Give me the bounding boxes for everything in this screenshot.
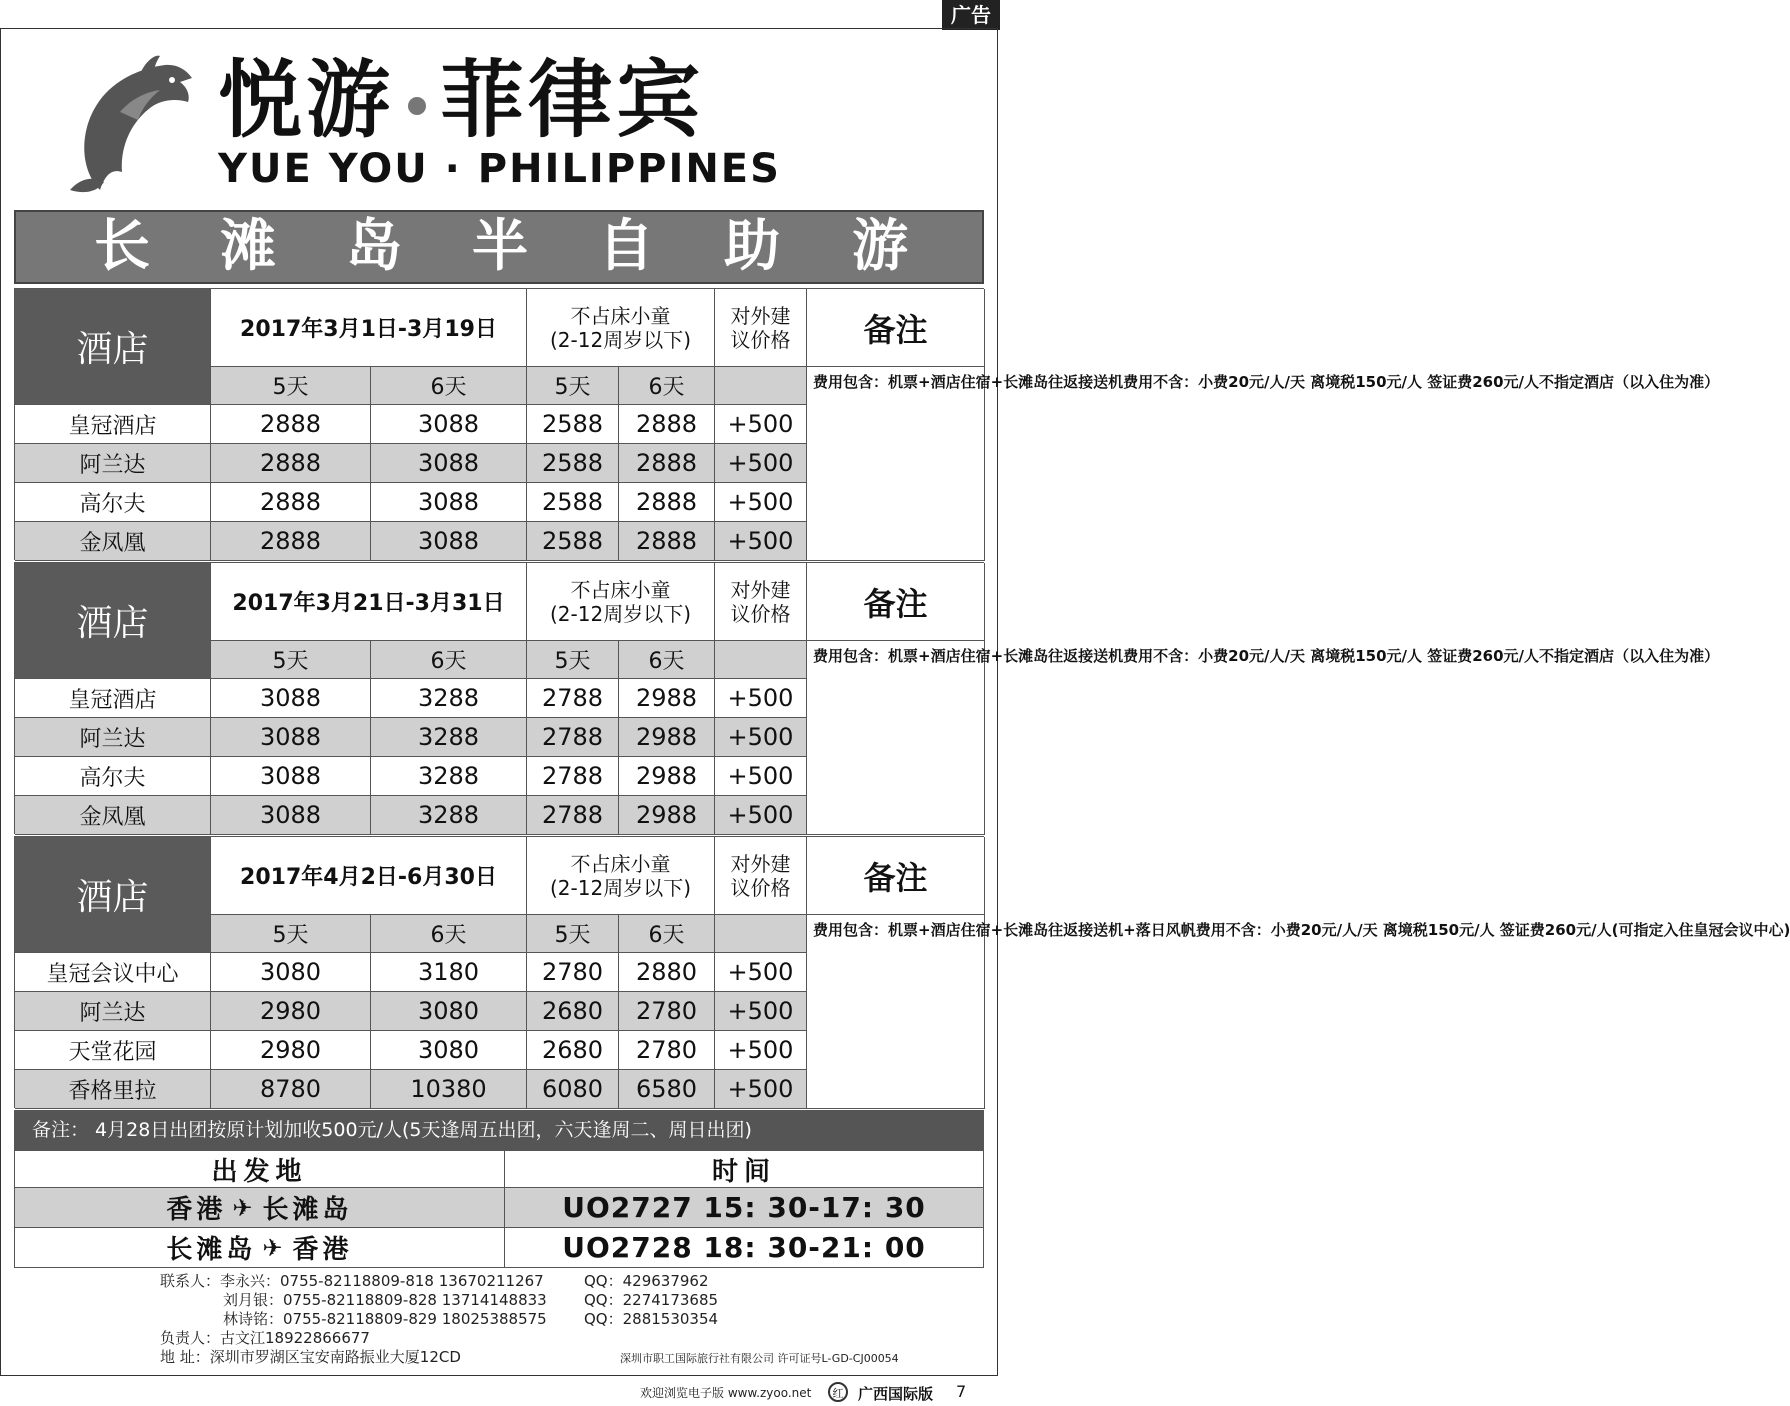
child-price-header: 不占床小童 (2-12周岁以下)	[527, 837, 715, 915]
remark-line: /人 签证费260元/人	[1474, 921, 1612, 939]
flight-route-2: 长滩岛 ✈ 香港	[14, 1227, 505, 1268]
airplane-icon: ✈	[232, 1193, 257, 1222]
company-license: 深圳市职工国际旅行社有限公司 许可证号L-GD-CJ00054	[620, 1352, 899, 1365]
price-child-6: 2888	[619, 483, 715, 522]
price-child-6: 2988	[619, 679, 715, 718]
price-adult-5: 3088	[211, 679, 371, 718]
price-section	[14, 562, 1720, 834]
remark-line: 费用包含：机票+酒	[813, 373, 946, 391]
price-child-5: 2588	[527, 483, 619, 522]
contacts	[160, 1272, 719, 1367]
price-suggest: +500	[715, 405, 807, 444]
price-child-5: 2588	[527, 444, 619, 483]
contact-row: 地 址：深圳市罗湖区宝安南路振业大厦12CD	[160, 1348, 461, 1366]
hotel-name: 阿兰达	[15, 718, 211, 757]
remark-line: 费用不含：小费20元	[1195, 921, 1337, 939]
hotel-name: 皇冠会议中心	[15, 953, 211, 992]
remark-header: 备注	[807, 563, 985, 641]
price-child-5: 2780	[527, 953, 619, 992]
remark-line: /人 签证费260元/人	[1401, 647, 1540, 665]
suggested-price-header: 对外建 议价格	[715, 289, 807, 367]
price-adult-6: 3088	[371, 483, 527, 522]
price-adult-5: 2980	[211, 992, 371, 1031]
note-bar: 备注： 4月28日出团按原计划加收500元/人(5天逢周五出团，六天逢周二、周日出团)	[14, 1110, 984, 1150]
remark-line: /人/天 离境税150元	[1264, 647, 1402, 665]
price-adult-5: 3088	[211, 718, 371, 757]
price-adult-6: 3288	[371, 718, 527, 757]
price-adult-5: 3080	[211, 953, 371, 992]
price-adult-6: 3080	[371, 1031, 527, 1070]
price-suggest: +500	[715, 522, 807, 561]
brand-english: YUE YOU · PHILIPPINES	[218, 146, 781, 192]
days-5-adult: 5天	[211, 915, 371, 953]
contact-row: 林诗铭：0755-82118809-829 18025388575 QQ：2881530354	[223, 1310, 719, 1328]
price-child-6: 2888	[619, 444, 715, 483]
remark-line: 店住宿+长滩岛往返	[945, 373, 1079, 391]
remark-line: 费用不含：小费20元	[1123, 373, 1265, 391]
price-adult-5: 2980	[211, 1031, 371, 1070]
price-adult-5: 8780	[211, 1070, 371, 1109]
airplane-icon: ✈	[262, 1233, 287, 1262]
banner-char: 助	[724, 214, 780, 279]
page-number: 7	[956, 1382, 967, 1401]
remark-line: /人 签证费260元/人	[1401, 373, 1540, 391]
remark-line: 接送机	[1078, 373, 1124, 391]
footer-welcome: 欢迎浏览电子版 www.zyoo.net	[640, 1386, 812, 1400]
price-child-6: 2988	[619, 796, 715, 835]
days-6-adult: 6天	[371, 367, 527, 405]
remark-text	[807, 641, 1720, 835]
banner-char: 岛	[346, 214, 402, 279]
remark-line: /人/天 离境税150元	[1336, 921, 1475, 939]
price-adult-5: 2888	[211, 522, 371, 561]
days-5-child: 5天	[527, 641, 619, 679]
price-adult-6: 3288	[371, 796, 527, 835]
days-blank	[715, 641, 807, 679]
suggested-price-header: 对外建 议价格	[715, 837, 807, 915]
price-child-6: 2880	[619, 953, 715, 992]
price-child-6: 2888	[619, 522, 715, 561]
hotel-header: 酒店	[15, 289, 211, 405]
banner-char: 半	[472, 214, 528, 279]
days-5-adult: 5天	[211, 367, 371, 405]
remark-text	[807, 915, 1790, 1109]
remark-text	[807, 367, 1720, 561]
banner-char: 滩	[220, 214, 276, 279]
banner-char: 自	[598, 214, 654, 279]
remark-line: 接送机+落日风帆	[1078, 921, 1196, 939]
price-suggest: +500	[715, 718, 807, 757]
price-child-6: 6580	[619, 1070, 715, 1109]
flight-time-2: UO2728 18: 30-21: 00	[504, 1227, 984, 1268]
price-suggest: +500	[715, 953, 807, 992]
price-child-6: 2780	[619, 1031, 715, 1070]
flight-head-time: 时间	[504, 1150, 984, 1188]
price-adult-5: 2888	[211, 405, 371, 444]
days-6-child: 6天	[619, 641, 715, 679]
footer-badge: 红	[828, 1382, 848, 1402]
price-suggest: +500	[715, 757, 807, 796]
contact-row: 刘月银：0755-82118809-828 13714148833 QQ：2274173685	[223, 1291, 719, 1309]
remark-line: （以入住为准）	[1614, 647, 1720, 665]
hotel-name: 皇冠酒店	[15, 405, 211, 444]
price-adult-6: 3288	[371, 679, 527, 718]
days-6-adult: 6天	[371, 915, 527, 953]
price-adult-5: 2888	[211, 444, 371, 483]
banner-char: 游	[852, 214, 908, 279]
price-adult-5: 3088	[211, 796, 371, 835]
child-price-header: 不占床小童 (2-12周岁以下)	[527, 289, 715, 367]
price-suggest: +500	[715, 992, 807, 1031]
price-adult-5: 2888	[211, 483, 371, 522]
days-5-adult: 5天	[211, 641, 371, 679]
date-range: 2017年3月1日-3月19日	[211, 289, 527, 367]
price-child-5: 6080	[527, 1070, 619, 1109]
price-child-6: 2988	[619, 718, 715, 757]
price-suggest: +500	[715, 1031, 807, 1070]
remark-header: 备注	[807, 289, 985, 367]
price-child-5: 2680	[527, 992, 619, 1031]
price-suggest: +500	[715, 679, 807, 718]
date-range: 2017年3月21日-3月31日	[211, 563, 527, 641]
price-child-5: 2788	[527, 679, 619, 718]
remark-line: 店住宿+长滩岛往返	[945, 921, 1079, 939]
hotel-name: 阿兰达	[15, 992, 211, 1031]
remark-line: （以入住为准）	[1614, 373, 1720, 391]
price-child-5: 2588	[527, 405, 619, 444]
remark-line: 费用不含：小费20元	[1123, 647, 1265, 665]
price-adult-6: 10380	[371, 1070, 527, 1109]
days-5-child: 5天	[527, 367, 619, 405]
contact-row: 负责人：古文江18922866677	[160, 1329, 370, 1347]
price-child-6: 2888	[619, 405, 715, 444]
price-adult-6: 3180	[371, 953, 527, 992]
date-range: 2017年4月2日-6月30日	[211, 837, 527, 915]
days-blank	[715, 367, 807, 405]
remark-line: /人/天 离境税150元	[1264, 373, 1402, 391]
remark-line: 店住宿+长滩岛往返	[945, 647, 1079, 665]
price-section	[14, 836, 1790, 1108]
price-adult-6: 3088	[371, 444, 527, 483]
price-adult-6: 3088	[371, 522, 527, 561]
remark-line: 不指定酒店	[1539, 647, 1615, 665]
remark-line: (可指定入住皇冠会	[1611, 921, 1739, 939]
days-blank	[715, 915, 807, 953]
remark-line: 费用包含：机票+酒	[813, 647, 946, 665]
days-6-child: 6天	[619, 915, 715, 953]
price-adult-5: 3088	[211, 757, 371, 796]
hotel-name: 天堂花园	[15, 1031, 211, 1070]
hotel-name: 金凤凰	[15, 796, 211, 835]
dolphin-icon	[60, 50, 200, 200]
flight-head-depart: 出发地	[14, 1150, 505, 1188]
remark-line: 接送机	[1078, 647, 1124, 665]
price-child-6: 2780	[619, 992, 715, 1031]
banner-char: 长	[94, 214, 150, 279]
price-child-5: 2788	[527, 718, 619, 757]
brand-chinese: 悦游 菲律宾	[218, 51, 705, 149]
flight-time-1: UO2727 15: 30-17: 30	[504, 1187, 984, 1228]
footer	[0, 1380, 1000, 1406]
price-adult-6: 3088	[371, 405, 527, 444]
price-child-5: 2588	[527, 522, 619, 561]
price-child-6: 2988	[619, 757, 715, 796]
hotel-name: 金凤凰	[15, 522, 211, 561]
price-adult-6: 3288	[371, 757, 527, 796]
ad-tag: 广告	[942, 0, 1000, 30]
price-child-5: 2788	[527, 757, 619, 796]
footer-edition: 广西国际版	[858, 1385, 934, 1403]
hotel-name: 香格里拉	[15, 1070, 211, 1109]
days-6-child: 6天	[619, 367, 715, 405]
suggested-price-header: 对外建 议价格	[715, 563, 807, 641]
days-5-child: 5天	[527, 915, 619, 953]
price-child-5: 2680	[527, 1031, 619, 1070]
price-suggest: +500	[715, 483, 807, 522]
contact-row: 联系人：李永兴：0755-82118809-818 13670211267 QQ：429637962	[160, 1272, 709, 1290]
price-section	[14, 288, 1720, 560]
flight-table	[14, 1150, 984, 1268]
brand-dot	[408, 97, 426, 115]
price-child-5: 2788	[527, 796, 619, 835]
price-suggest: +500	[715, 796, 807, 835]
price-suggest: +500	[715, 1070, 807, 1109]
child-price-header: 不占床小童 (2-12周岁以下)	[527, 563, 715, 641]
price-suggest: +500	[715, 444, 807, 483]
price-adult-6: 3080	[371, 992, 527, 1031]
remark-header: 备注	[807, 837, 985, 915]
hotel-name: 阿兰达	[15, 444, 211, 483]
hotel-name: 高尔夫	[15, 757, 211, 796]
hotel-header: 酒店	[15, 563, 211, 679]
remark-line: 费用包含：机票+酒	[813, 921, 946, 939]
title-banner	[14, 210, 984, 284]
remark-line: 议中心)	[1738, 921, 1790, 939]
hotel-header: 酒店	[15, 837, 211, 953]
hotel-name: 皇冠酒店	[15, 679, 211, 718]
hotel-name: 高尔夫	[15, 483, 211, 522]
remark-line: 不指定酒店	[1539, 373, 1615, 391]
flight-route-1: 香港 ✈ 长滩岛	[14, 1187, 505, 1228]
days-6-adult: 6天	[371, 641, 527, 679]
